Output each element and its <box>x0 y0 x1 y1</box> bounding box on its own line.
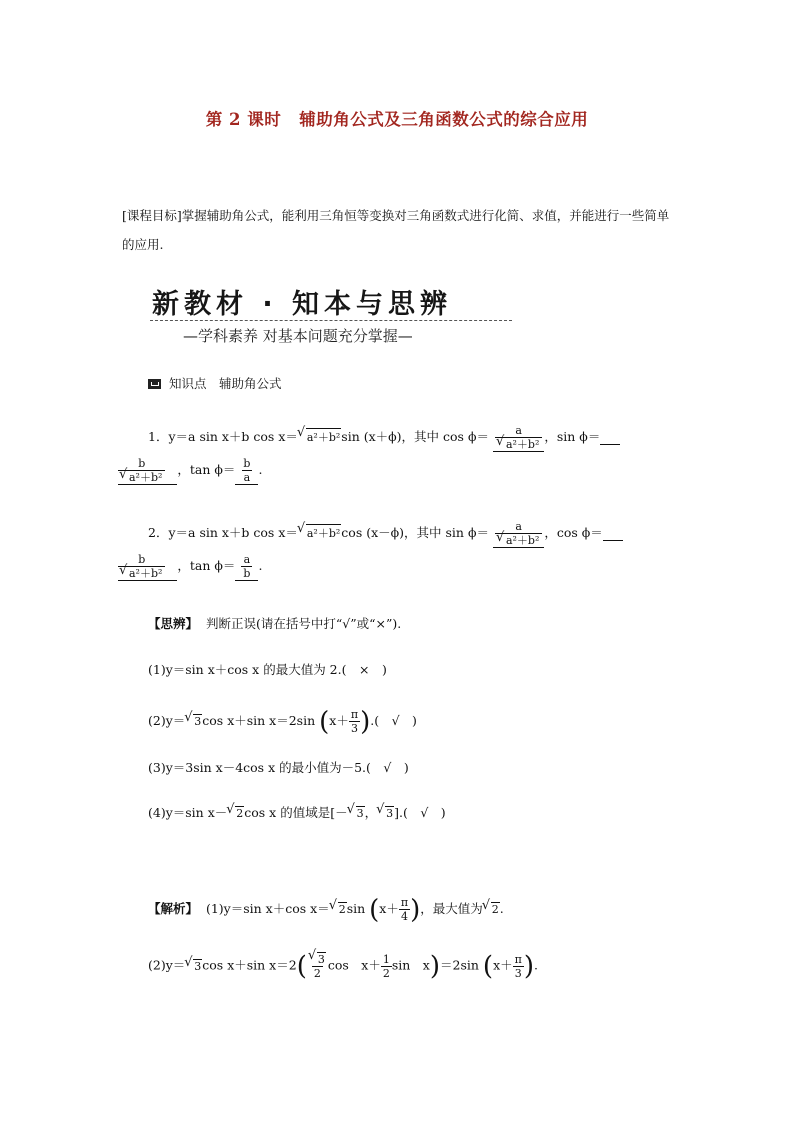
formula-2-cont: b √ a²＋b² ，tan ϕ＝ $\frac{a}{b}$ . <box>118 553 262 581</box>
solution-line-1: 【解析】 (1)y＝sin x＋cos x＝√ 2sin (x＋ $\frac{\pi}{4}$ )，最大值为√ 2. <box>148 896 504 923</box>
solution-line-2: (2)y＝√ 3cos x＋sin x＝2( √ $\frac{3}{2}$ cos x＋ $\frac{1}{2}$ sin x)＝2sin (x＋ $\frac{\pi}{3}$ ). <box>148 952 538 980</box>
banner-divider <box>150 320 512 321</box>
judgement-item-3: (3)y＝3sin x－4cos x 的最小值为－5.( √ ) <box>148 760 409 775</box>
formula-1-cont: b √ a²＋b² ，tan ϕ＝ $\frac{b}{a}$ . <box>118 457 262 485</box>
section-subtitle: —学科素养 对基本问题充分掌握— <box>183 327 413 345</box>
goal-text: 掌握辅助角公式，能利用三角恒等变换对三角函数式进行化简、求值，并能进行一些简单的应用. <box>122 208 670 252</box>
section-banner: 新教材 · 知本与思辨 <box>152 289 453 320</box>
judgement-item-4: (4)y＝sin x－√ 2cos x 的值域是[－√ 3，√ 3].( √ ) <box>148 803 446 821</box>
course-goal <box>122 201 678 259</box>
formula-1: 1．y＝a sin x＋b cos x＝√ a²＋b²sin (x＋ϕ)，其中 cos ϕ＝ a √ a²＋b² ，sin ϕ＝ <box>148 424 620 452</box>
goal-tag: [课程目标] <box>122 208 182 223</box>
judgement-item-2: (2)y＝√ 3cos x＋sin x＝2sin (x＋ $\frac{\pi}{3}$ ).( √ ) <box>148 708 417 735</box>
page-title: 第 2 课时 辅助角公式及三角函数公式的综合应用 <box>205 110 589 129</box>
sibian-heading: 【思辨】 判断正误(请在括号中打“√”或“×”). <box>148 616 402 631</box>
formula-2: 2．y＝a sin x＋b cos x＝√ a²＋b²cos (x－ϕ)，其中 sin ϕ＝ a √ a²＋b² ，cos ϕ＝ <box>148 520 623 548</box>
knowledge-point: 知识点 辅助角公式 <box>148 374 282 392</box>
knowledge-point-icon <box>148 379 161 389</box>
judgement-item-1: (1)y＝sin x＋cos x 的最大值为 2.( × ) <box>148 662 387 677</box>
